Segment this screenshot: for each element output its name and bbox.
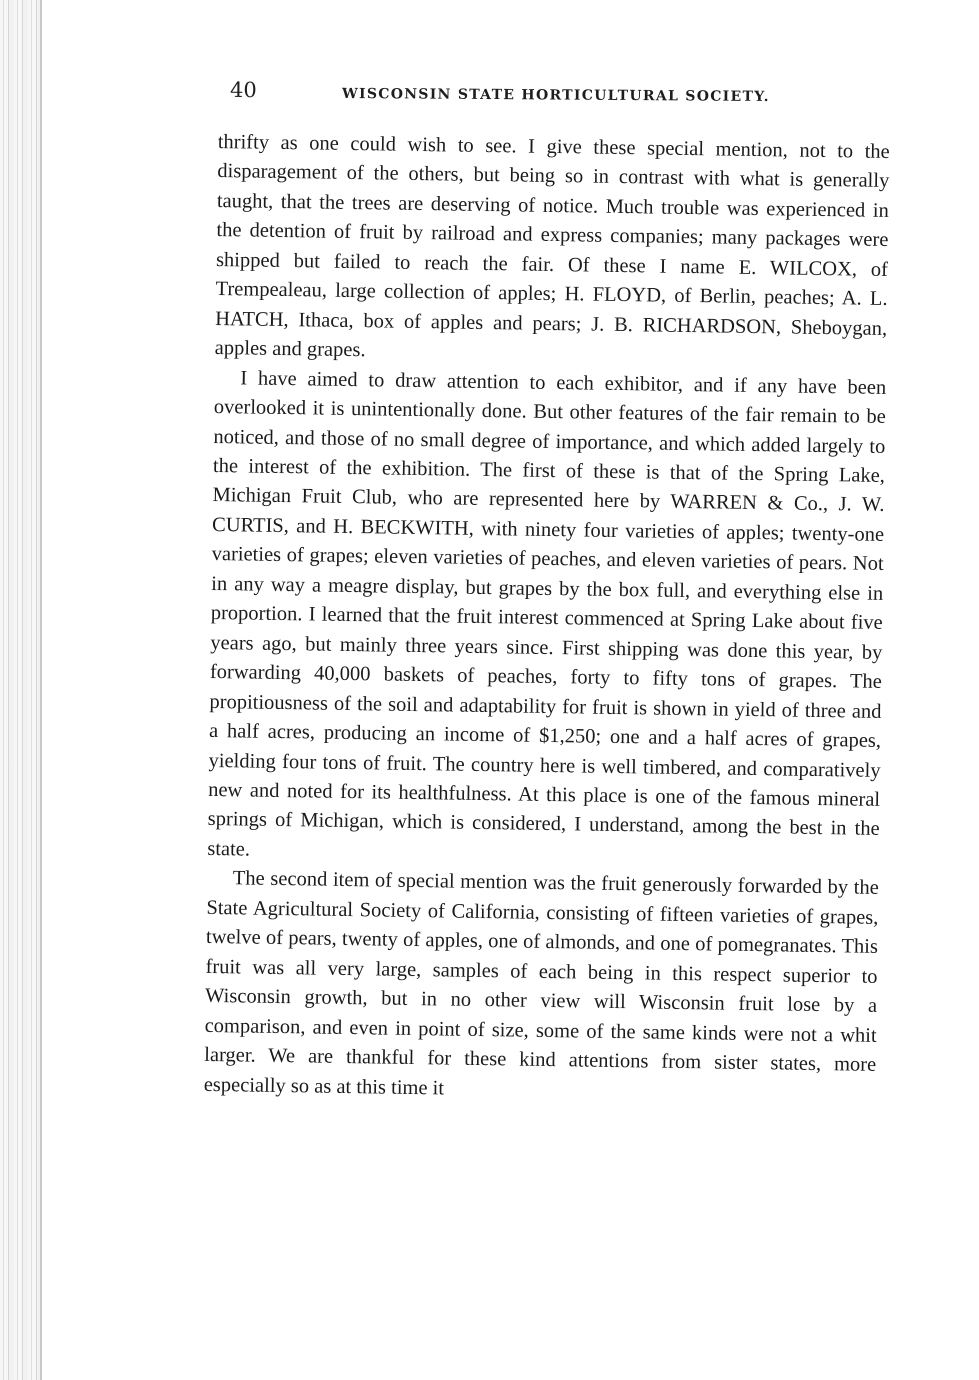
running-header [230,78,820,104]
running-title: WISCONSIN STATE HORTICULTURAL SOCIETY. [341,86,770,105]
body-text [204,128,890,1110]
binding-edge [40,0,42,1380]
paragraph-continuation: thrifty as one could wish to see. I give these special mention, not to the disparagement of the others, but being so in contrast with what is generally taught, that the trees are deserving of notice. Much trouble was experienced in the detention of fruit by railroad and express companies; many packages were shipped but failed to reach the fair. Of these I name E. WILCOX, of Trempealeau, large collection of apples; H. FLOYD, of Berlin, peaches; A. L. HATCH, Ithaca, box of apples and pears; J. B. RICHARDSON, Sheboygan, apples and grapes. [214,130,890,362]
paragraph-exhibitors: I have aimed to draw attention to each exhibitor, and if any have been overlooked it is unintentionally done. But other features of the fair remain to be noticed, and those of no small degree of importance, and which added largely to the interest of the exhibition. The first of these is that of the Spring Lake, Michigan Fruit Club, who are represented here by WARREN & Co., J. W. CURTIS, and H. BECKWITH, with ninety four varieties of apples; twenty-one varieties of grapes; eleven varieties of peaches, and eleven varieties of pears. Not in any way a meagre display, but grapes by the box full, and everything else in proportion. I learned that the fruit interest commenced at Spring Lake about five years ago, but mainly three years since. First shipping was done this year, by forwarding 40,000 baskets of peaches, forty to fifty tons of grapes. The propitiousness of the soil and adaptability for fruit is shown in yield of three and a half acres, producing an income of $1,250; one and a half acres of grapes, yielding four tons of fruit. The country here is well timbered, and comparatively new and noted for its healthfulness. At this place is one of the famous mineral springs of Michigan, which is considered, I understand, among the best in the state. [207,366,887,861]
binding-gutter [0,0,42,1380]
paragraph-california: The second item of special mention was the fruit generously forwarded by the State Agricultural Society of California, consisting of fifteen varieties of grapes, twelve of pears, twenty of apples, one of almonds, and one of pomegranates. This fruit was all very large, samples of each being in this respect superior to Wisconsin growth, but in no other view will Wisconsin fruit lose by a comparison, and even in point of size, some of the same kinds were not a whit larger. We are thankful for these kind attentions from sister states, more especially so as at this time it [203,867,879,1099]
page-number: 40 [229,77,257,103]
